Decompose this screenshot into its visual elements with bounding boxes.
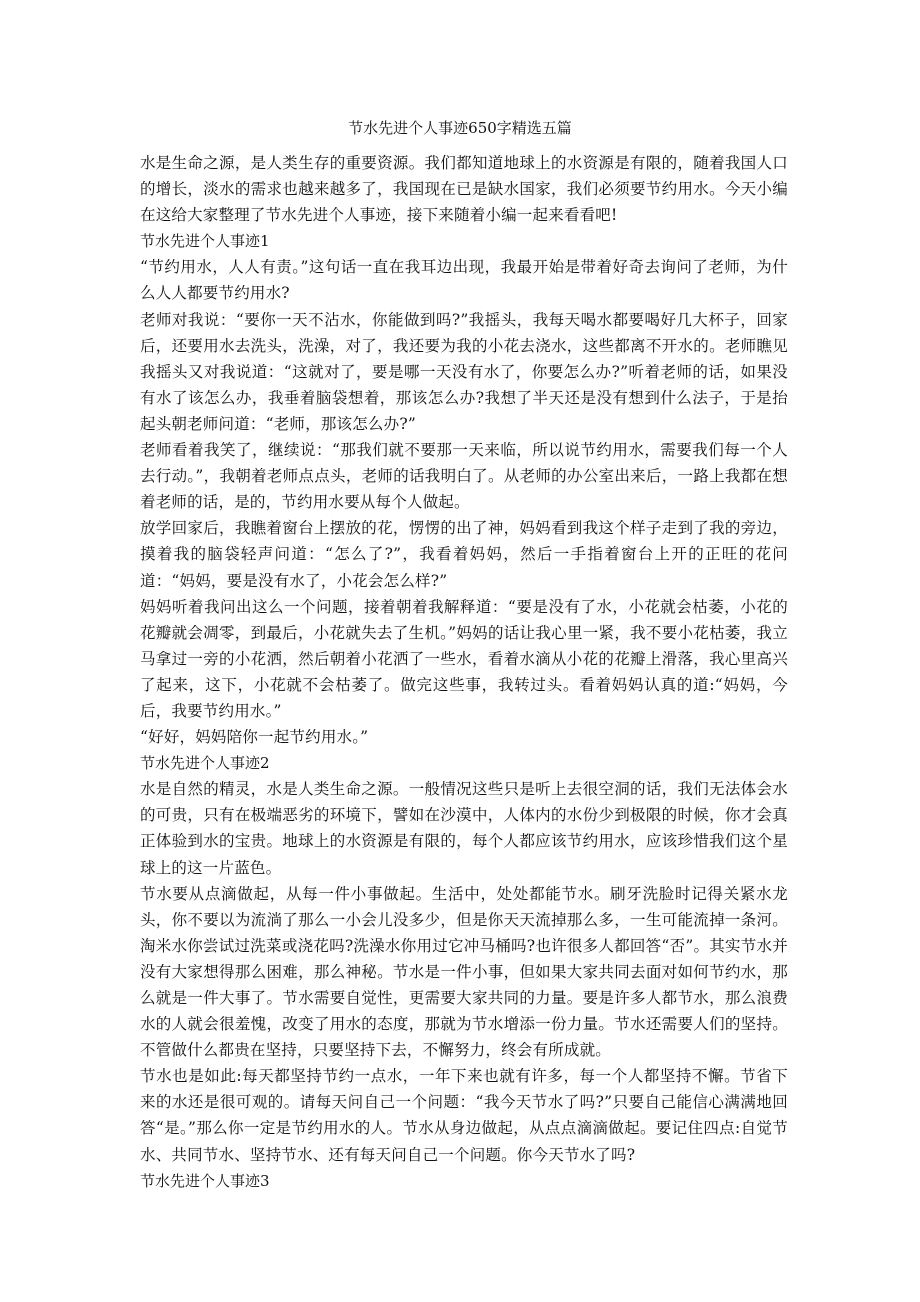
- paragraph: 妈妈听着我问出这么一个问题，接着朝着我解释道：“要是没有了水，小花就会枯萎，小花的花瓣就会凋零，到最后，小花就失去了生机。”妈妈的话让我心里一紧，我不要小花枯萎，我立马拿过一旁的小花洒，然后朝着小花洒了一些水，看着水滴从小花的花瓣上滑落，我心里高兴了起来，这下，小花就不会枯萎了。做完这些事，我转过头。看着妈妈认真的道:“妈妈，今后，我要节约用水。”: [140, 597, 788, 720]
- paragraph: 节水要从点滴做起，从每一件小事做起。生活中，处处都能节水。刷牙洗脸时记得关紧水龙头，你不要以为流淌了那么一小会儿没多少，但是你天天流掉那么多，一生可能流掉一条河。淘米水你尝试过洗菜或浇花吗?洗澡水你用过它冲马桶吗?也许很多人都回答“否”。其实节水并没有大家想得那么困难，那么神秘。节水是一件小事，但如果大家共同去面对如何节约水，那么就是一件大事了。节水需要自觉性，更需要大家共同的力量。要是许多人都节水，那么浪费水的人就会很羞愧，改变了用水的态度，那就为节水增添一份力量。节水还需要人们的坚持。不管做什么都贵在坚持，只要坚持下去，不懈努力，终会有所成就。: [140, 884, 788, 1060]
- section-heading-3: 节水先进个人事迹3: [140, 1171, 270, 1190]
- paragraph: 老师看着我笑了，继续说：“那我们就不要那一天来临，所以说节约用水，需要我们每一个人去行动。”，我朝着老师点点头，老师的话我明白了。从老师的办公室出来后，一路上我都在想着老师的话，是的，节约用水要从每个人做起。: [140, 441, 788, 512]
- paragraph: 老师对我说：“要你一天不沾水，你能做到吗?”我摇头，我每天喝水都要喝好几大杯子，回家后，还要用水去洗头，洗澡，对了，我还要为我的小花去浇水，这些都离不开水的。老师瞧见我摇头又对我说道：“这就对了，要是哪一天没有水了，你要怎么办?”听着老师的话，如果没有水了该怎么办，我垂着脑袋想着，那该怎么办?我想了半天还是没有想到什么法子，于是抬起头朝老师问道：“老师，那该怎么办?”: [140, 310, 788, 433]
- paragraph: 水是自然的精灵，水是人类生命之源。一般情况这些只是听上去很空洞的话，我们无法体会水的可贵，只有在极端恶劣的环境下，譬如在沙漠中，人体内的水份少到极限的时候，你才会真正体验到水的宝贵。地球上的水资源是有限的，每个人都应该节约用水，应该珍惜我们这个星球上的这一片蓝色。: [140, 780, 788, 877]
- section-heading-1: 节水先进个人事迹1: [140, 232, 270, 251]
- section-heading-2: 节水先进个人事迹2: [140, 754, 270, 773]
- intro-paragraph: 水是生命之源，是人类生存的重要资源。我们都知道地球上的水资源是有限的，随着我国人口的增长，淡水的需求也越来越多了，我国现在已是缺水国家，我们必须要节约用水。今天小编在这给大家整理了节水先进个人事迹，接下来随着小编一起来看看吧!: [140, 154, 788, 225]
- document-body: [140, 150, 788, 1194]
- paragraph: 放学回家后，我瞧着窗台上摆放的花，愣愣的出了神，妈妈看到我这个样子走到了我的旁边，摸着我的脑袋轻声问道：“怎么了?”，我看着妈妈，然后一手指着窗台上开的正旺的花问道：“妈妈，要是没有水了，小花会怎么样?”: [140, 519, 788, 590]
- paragraph: 节水也是如此:每天都坚持节约一点水，一年下来也就有许多，每一个人都坚持不懈。节省下来的水还是很可观的。请每天问自己一个问题：“我今天节水了吗?”只要自己能信心满满地回答“是。”那么你一定是节约用水的人。节水从身边做起，从点点滴滴做起。要记住四点:自觉节水、共同节水、坚持节水、还有每天问自己一个问题。你今天节水了吗?: [140, 1067, 788, 1164]
- paragraph: “好好，妈妈陪你一起节约用水。”: [140, 728, 369, 747]
- paragraph: “节约用水，人人有责。”这句话一直在我耳边出现，我最开始是带着好奇去询问了老师，为什么人人都要节约用水?: [140, 258, 788, 303]
- document-title: 节水先进个人事迹650字精选五篇: [348, 119, 572, 137]
